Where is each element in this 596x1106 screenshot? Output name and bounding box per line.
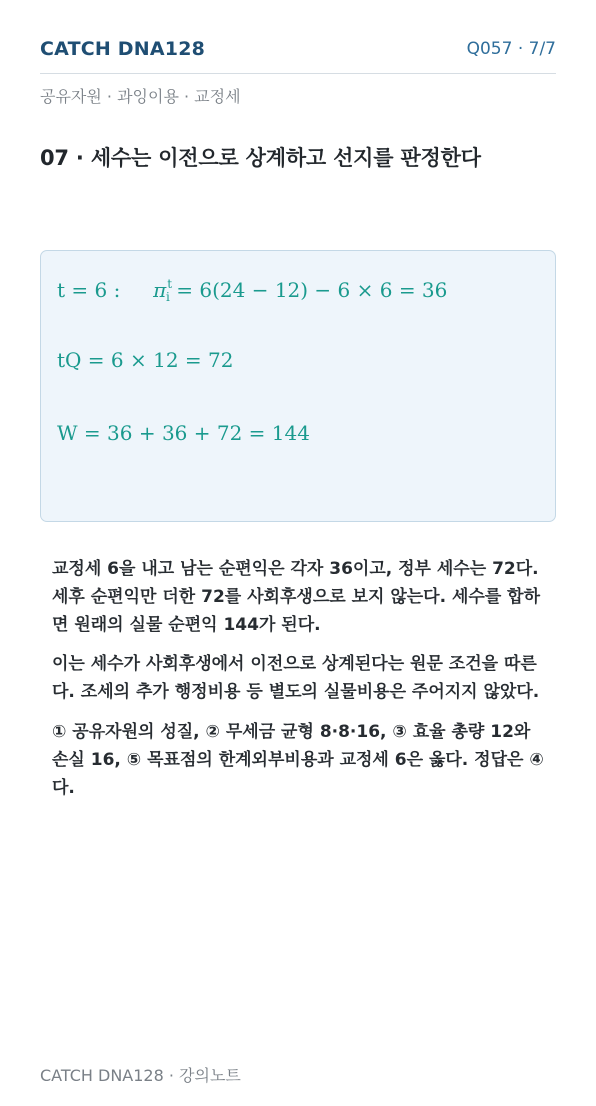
formula-box (40, 250, 556, 522)
question-counter: Q057 · 7/7 (466, 39, 556, 59)
paragraph-2: 이는 세수가 사회후생에서 이전으로 상계된다는 원문 조건을 따른다. 조세의 추가 행정비용 등 별도의 실물비용은 주어지지 않았다. (52, 654, 540, 702)
paragraph-3: ① 공유자원의 성질, ② 무세금 균형 8·8·16, ③ 효율 총량 12와 손실 16, ⑤ 목표점의 한계외부비용과 교정세 6은 옳다. 정답은 ④다. (52, 722, 544, 798)
formula-pi-symbol: π (153, 278, 167, 302)
formula-tax-revenue: tQ = 6 × 12 = 72 (57, 348, 234, 372)
breadcrumb: 공유자원 · 과잉이용 · 교정세 (40, 87, 241, 106)
formula-profit-lhs: t = 6 : (57, 278, 121, 302)
formula-superscript: t (167, 277, 173, 291)
formula-welfare: W = 36 + 36 + 72 = 144 (57, 421, 310, 445)
formula-profit-rhs: = 6(24 − 12) − 6 × 6 = 36 (176, 278, 448, 302)
brand-title: CATCH DNA128 (40, 38, 206, 60)
paragraph-1: 교정세 6을 내고 남는 순편익은 각자 36이고, 정부 세수는 72다. 세후 순편익만 더한 72를 사회후생으로 보지 않는다. 세수를 합하면 원래의 실물 순편익 144가 된다. (52, 559, 541, 635)
formula-profit (57, 277, 447, 304)
footer: CATCH DNA128 · 강의노트 (40, 1066, 241, 1085)
header (40, 36, 556, 74)
page-title: 07 · 세수는 이전으로 상계하고 선지를 판정한다 (40, 146, 481, 170)
formula-subscript: i (166, 290, 170, 304)
